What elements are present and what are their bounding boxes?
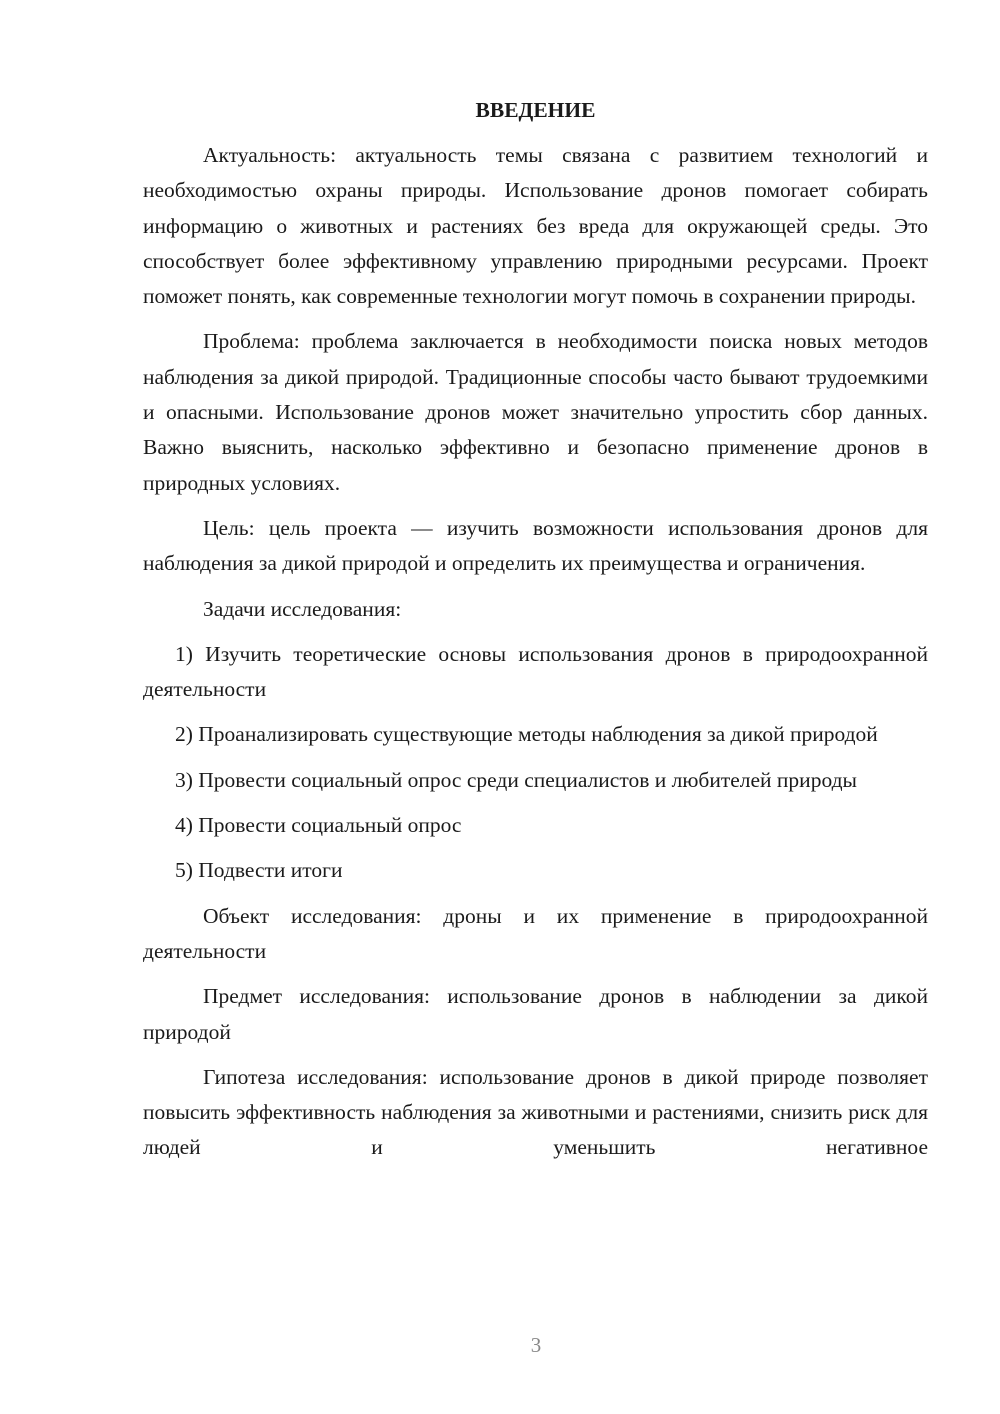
subject-paragraph: Предмет исследования: использование дронов в наблюдении за дикой природой <box>143 984 928 1044</box>
goal-paragraph: Цель: цель проекта — изучить возможности использования дронов для наблюдения за дикой природой и определить их преимущества и ограничения. <box>143 515 928 576</box>
task-item-4: 4) Провести социальный опрос <box>175 813 462 838</box>
section-title: ВВЕДЕНИЕ <box>475 98 596 122</box>
object-paragraph: Объект исследования: дроны и их применение в природоохранной деятельности <box>143 903 928 963</box>
task-item-3: 3) Провести социальный опрос среди специалистов и любителей природы <box>175 767 857 792</box>
tasks-heading: Задачи исследования: <box>203 596 402 621</box>
relevance-paragraph: Актуальность: актуальность темы связана с развитием технологий и необходимостью охраны природы. Использование дронов помогает собирать информацию о животных и растениях без вреда для окружающей среды. Это способствует более эффективному управлению природными ресурсами. Проект поможет понять, как современные технологии могут помочь в сохранении природы. <box>143 143 928 309</box>
task-item-1: 1) Изучить теоретические основы использования дронов в природоохранной деятельности <box>143 641 928 702</box>
problem-paragraph: Проблема: проблема заключается в необходимости поиска новых методов наблюдения за дикой природой. Традиционные способы часто бывают трудоемкими и опасными. Использование дронов может значительно упростить сбор данных. Важно выяснить, насколько эффективно и безопасно применение дронов в природных условиях. <box>143 329 928 495</box>
hypothesis-paragraph: Гипотеза исследования: использование дронов в дикой природе позволяет повысить эффективность наблюдения за животными и растениями, снизить риск для людей и уменьшить негативное <box>143 1064 928 1160</box>
task-item-2: 2) Проанализировать существующие методы наблюдения за дикой природой <box>175 722 878 747</box>
page-number: 3 <box>530 1333 542 1357</box>
document-page <box>143 92 928 1176</box>
task-item-5: 5) Подвести итоги <box>175 858 343 883</box>
